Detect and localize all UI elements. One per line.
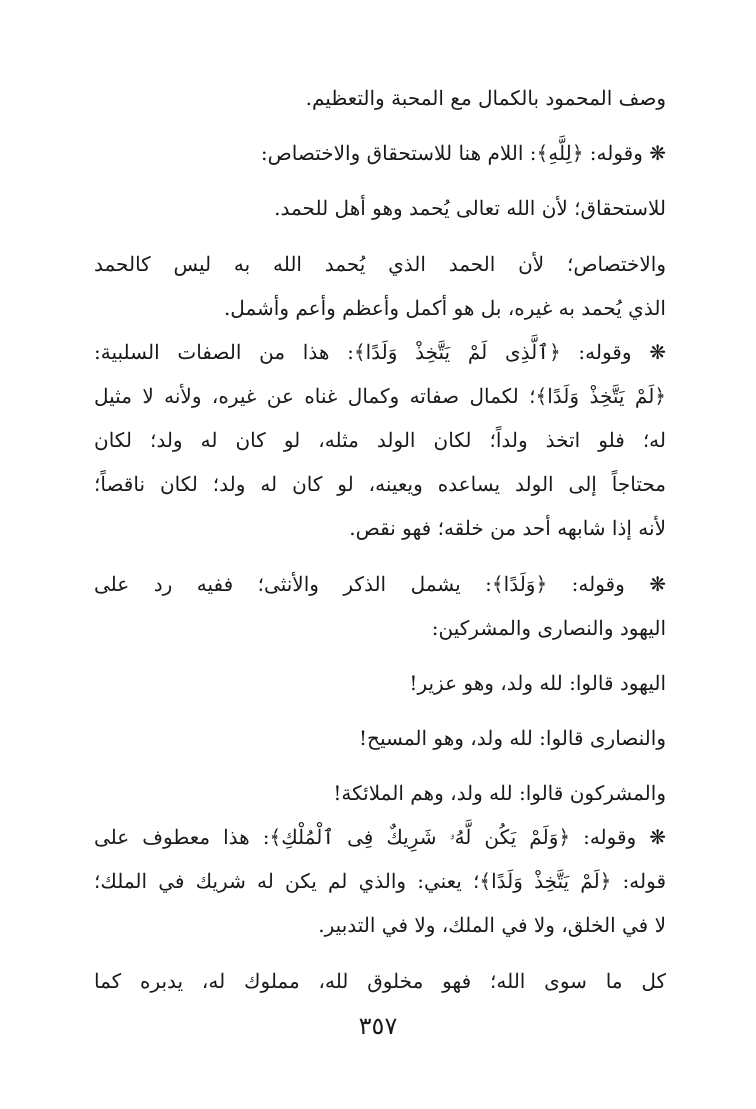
text-line-11: ❋ وقوله: ﴿وَلَدًا﴾: يشمل الذكر والأنثى؛ ففيه رد على bbox=[94, 572, 666, 596]
text-line-6: ❋ وقوله: ﴿ٱلَّذِى لَمْ يَتَّخِذْ وَلَدًا﴾: هذا من الصفات السلبية: bbox=[94, 340, 666, 364]
page-number: ٣٥٧ bbox=[358, 1012, 398, 1040]
text-line-5: الذي يُحمد به غيره، بل هو أكمل وأعظم وأعم وأشمل. bbox=[223, 296, 666, 320]
text-line-10: لأنه إذا شابهه أحد من خلقه؛ فهو نقص. bbox=[349, 516, 666, 540]
text-line-14: والنصارى قالوا: لله ولد، وهو المسيح! bbox=[359, 726, 666, 750]
text-line-15: والمشركون قالوا: لله ولد، وهم الملائكة! bbox=[333, 781, 666, 805]
text-line-12: اليهود والنصارى والمشركين: bbox=[431, 616, 666, 640]
text-line-16: ❋ وقوله: ﴿وَلَمْ يَكُن لَّهُۥ شَرِيكٌ فِى ٱلْمُلْكِ﴾: هذا معطوف على bbox=[94, 825, 666, 849]
text-line-18: لا في الخلق، ولا في الملك، ولا في التدبير. bbox=[318, 913, 666, 937]
text-line-9: محتاجاً إلى الولد يساعده ويعينه، لو كان له ولد؛ لكان ناقصاً؛ bbox=[94, 472, 666, 496]
text-line-2: ❋ وقوله: ﴿لِلَّهِ﴾: اللام هنا للاستحقاق والاختصاص: bbox=[260, 141, 666, 165]
text-line-19: كل ما سوى الله؛ فهو مخلوق لله، مملوك له، يدبره كما bbox=[94, 969, 666, 993]
text-line-7: ﴿لَمْ يَتَّخِذْ وَلَدًا﴾؛ لكمال صفاته وكمال غناه عن غيره، ولأنه لا مثيل bbox=[94, 384, 666, 408]
text-line-1: وصف المحمود بالكمال مع المحبة والتعظيم. bbox=[305, 86, 666, 110]
text-line-4: والاختصاص؛ لأن الحمد الذي يُحمد الله به ليس كالحمد bbox=[94, 252, 666, 276]
text-line-17: قوله: ﴿لَمْ يَتَّخِذْ وَلَدًا﴾؛ يعني: والذي لم يكن له شريك في الملك؛ bbox=[94, 869, 666, 893]
text-line-13: اليهود قالوا: لله ولد، وهو عزير! bbox=[409, 671, 666, 695]
text-line-3: للاستحقاق؛ لأن الله تعالى يُحمد وهو أهل للحمد. bbox=[274, 196, 666, 220]
text-line-8: له؛ فلو اتخذ ولداً؛ لكان الولد مثله، لو كان له ولد؛ لكان bbox=[94, 428, 666, 452]
page-body bbox=[94, 76, 666, 1003]
